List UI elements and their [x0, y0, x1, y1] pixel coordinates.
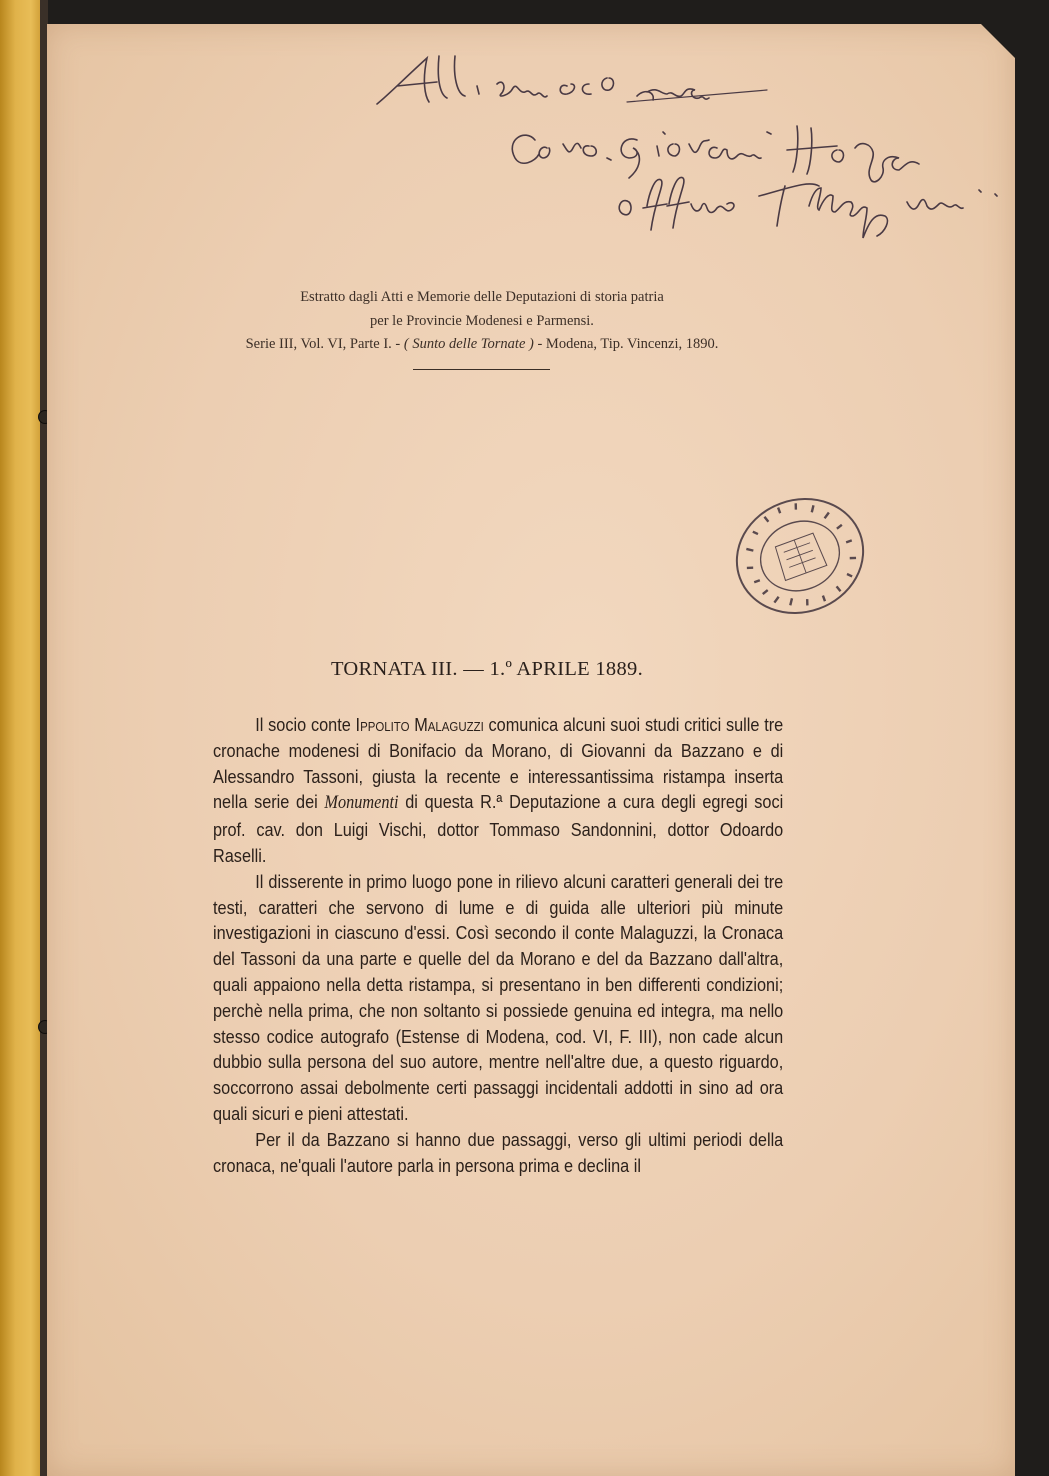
paragraph-2: Il disserente in primo luogo pone in rilievo alcuni caratteri generali dei tre testi, caratteri che servono di lume e di guida alle ulteriori più minute investigazioni in ciascuno d'essi. Così secondo il conte Malaguzzi, la Cronaca del Tassoni da una parte e quelle del da Morano e del da Bazzano dall'altra, quali appaiono nella detta ristampa, si presentano in ben differenti condizioni; perchè nella prima, che non soltanto si possiede genuina ed integra, ma nello stesso codice autografo (Estense di Modena, cod. VI, F. III), non cade alcun dubbio sulla persona del suo autore, mentre nell'altre due, a questo riguardo, soccorrono assai debolmente certi passaggi incidentali addotti in sino ad ora quali sicuri e pieni attestati.	[213, 870, 784, 1124]
extract-citation	[147, 286, 817, 357]
handwritten-inscription	[367, 36, 1007, 246]
paragraph-1	[213, 712, 783, 869]
body-text	[213, 712, 783, 1178]
p1-text-a: Il socio conte	[255, 714, 356, 735]
page-title: TORNATA III. — 1.º APRILE 1889.	[330, 658, 644, 680]
citation-series: Serie III, Vol. VI, Parte I. -	[245, 336, 404, 352]
monumenti-italic: Monumenti	[324, 793, 399, 814]
citation-publisher: - Modena, Tip. Vincenzi, 1890.	[533, 336, 719, 352]
library-stamp	[730, 489, 870, 624]
document-page	[47, 24, 1015, 1476]
citation-line-3	[147, 333, 817, 357]
citation-line-2: per le Provincie Modenesi e Parmensi.	[370, 312, 594, 329]
paragraph-3: Per il da Bazzano si hanno due passaggi, verso gli ultimi periodi della cronaca, ne'quali l'autore parla in persona prima e declina il	[213, 1128, 784, 1176]
p1-text-c: di questa R.ª Deputazione a cura degli egregi soci prof. cav. don Luigi Vischi, dottor Tommaso Sandonnini, dottor Odoardo Raselli.	[213, 791, 784, 866]
library-stamp-icon	[730, 489, 870, 624]
divider-rule	[413, 369, 550, 370]
citation-sunto: ( Sunto delle Tornate )	[403, 336, 534, 352]
handwriting-signature-icon	[367, 36, 1007, 246]
citation-line-1: Estratto dagli Atti e Memorie delle Deputazioni di storia patria	[300, 289, 664, 305]
p1-text-b: comunica alcuni suoi studi critici sulle tre cronache modenesi di Bonifacio da Morano, di Giovanni da Bazzano e di Alessandro Tassoni, giusta la recente e interessantissima ristampa inserta nella serie dei	[213, 714, 784, 813]
book-binding-strip	[0, 0, 44, 1476]
author-name: Ippolito Malaguzzi	[355, 714, 484, 735]
